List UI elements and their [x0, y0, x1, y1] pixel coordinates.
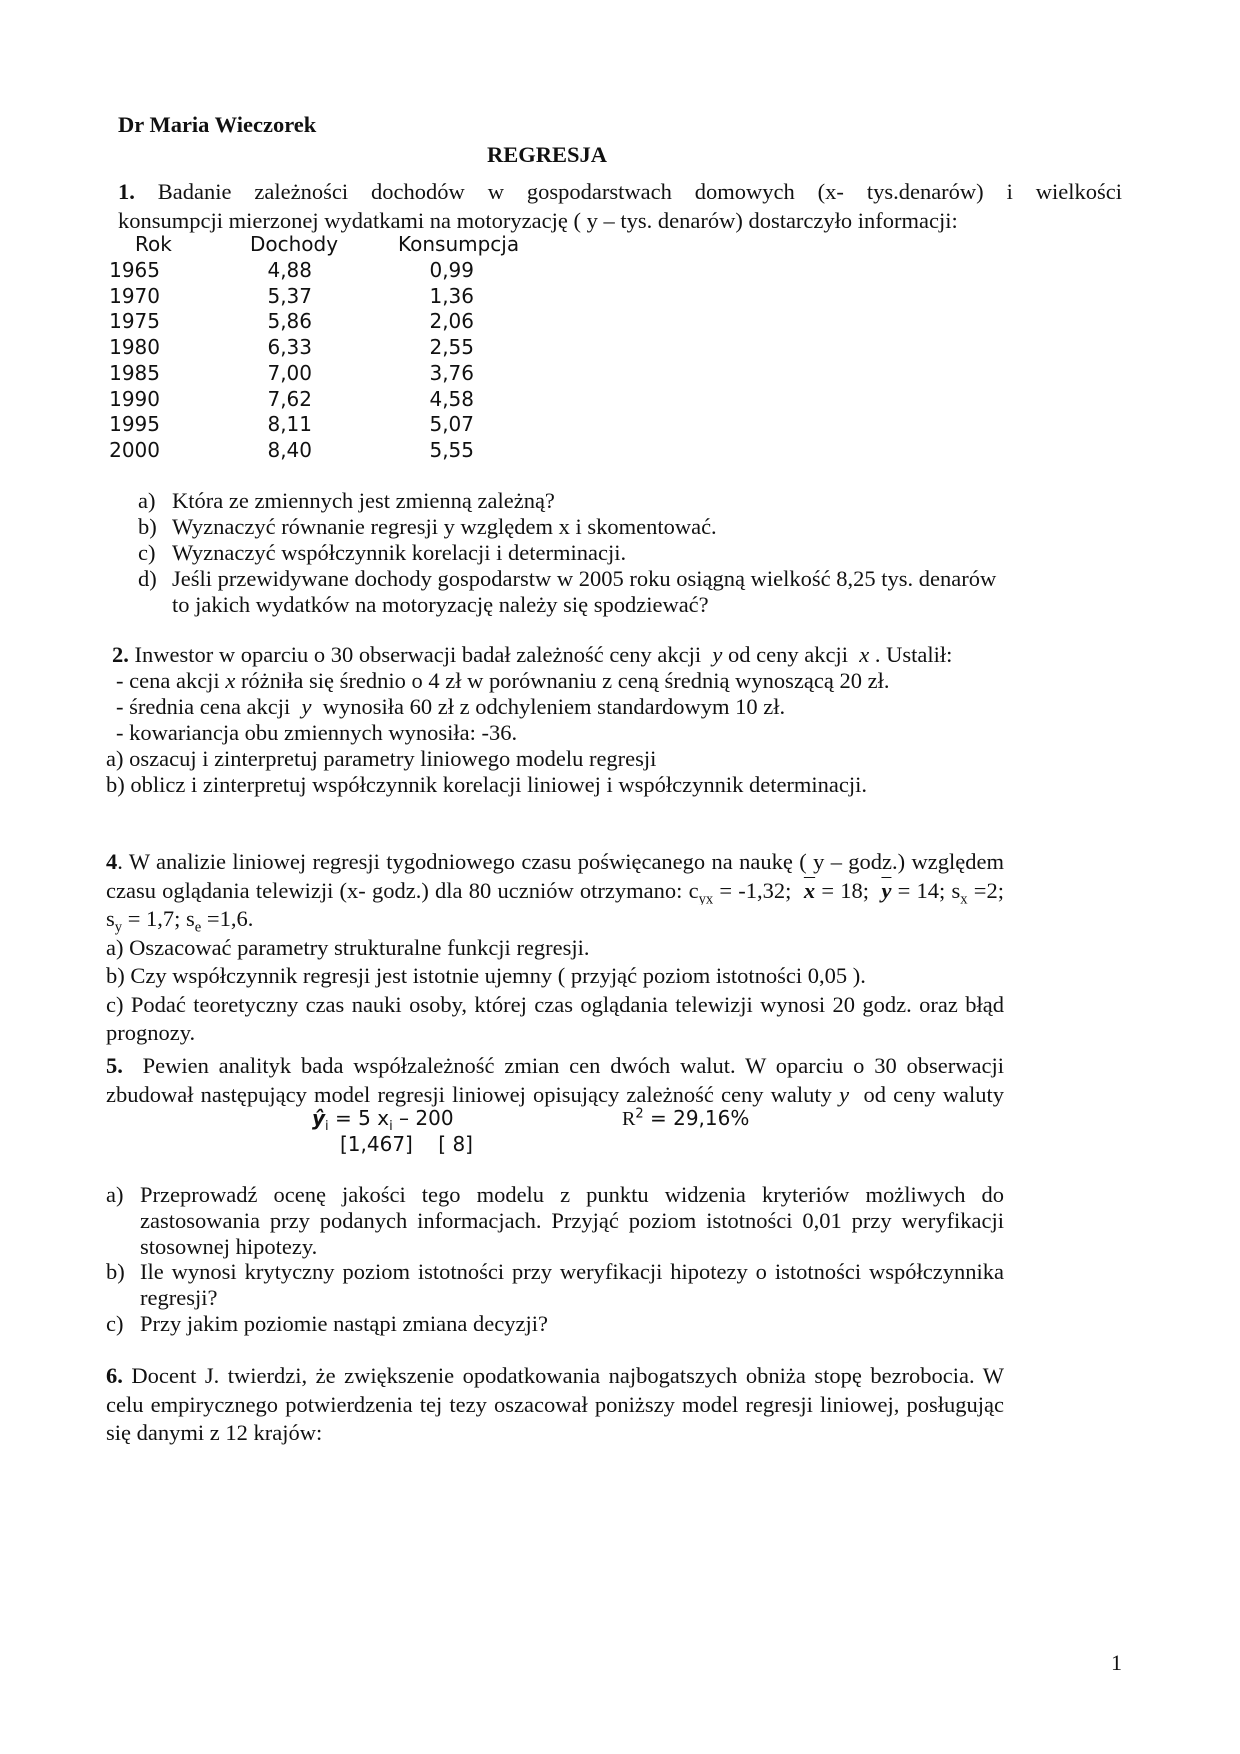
- regression-model-equation: $ŷ_i = 5$ $x_i - 200$: [312, 1106, 454, 1134]
- table-cell-year: 2000: [109, 437, 160, 462]
- item-label: a): [138, 488, 156, 513]
- y-hat-symbol: ŷ: [312, 1106, 326, 1130]
- task-4-line-4: a) Oszacować parametry strukturalne funkcji regresji.: [106, 934, 590, 960]
- table-cell-consumption: 5,07: [429, 412, 474, 437]
- table-cell-income: 4,88: [267, 258, 312, 282]
- item-text: Jeśli przewidywane dochody gospodarstw w 2005 roku osiągną wielkość 8,25 tys. denarów: [172, 566, 997, 591]
- task-6: [106, 1362, 1004, 1448]
- task-4-line-1: 4. W analizie liniowej regresji tygodniowego czasu poświęcanego na naukę ( y – godz.) względem: [106, 849, 1004, 874]
- task-6-line-1: 6. Docent J. twierdzi, że zwiększenie opodatkowania najbogatszych obniża stopę bezrobocia. W: [106, 1363, 1004, 1388]
- standard-errors: [1,467] [ 8]: [340, 1132, 473, 1156]
- task-2-line-5: a) oszacuj i zinterpretuj parametry liniowego modelu regresji: [106, 746, 657, 771]
- task-6-number: 6.: [106, 1363, 123, 1388]
- task-2-line-3: - średnia cena akcji y wynosiła 60 zł z odchyleniem standardowym 10 zł.: [116, 694, 786, 719]
- table-header-konsumpcja: Konsumpcja: [398, 232, 520, 256]
- task-1-item: [138, 514, 1004, 540]
- task-1-item: [138, 488, 1004, 514]
- task-2-number: 2.: [112, 642, 129, 667]
- task-1-item: [138, 540, 1004, 566]
- table-cell-consumption: 2,06: [429, 309, 474, 334]
- task-4-number: 4: [106, 849, 118, 874]
- task-1-intro: [118, 178, 1122, 235]
- table-cell-income: 8,11: [267, 412, 312, 437]
- page-number: 1: [1111, 1650, 1122, 1675]
- item-text: Wyznaczyć równanie regresji y względem x i skomentować.: [172, 514, 717, 539]
- item-text: Która ze zmiennych jest zmienną zależną?: [172, 488, 555, 513]
- task-5-intro: [106, 1052, 1004, 1109]
- task-2-line-1: 2. Inwestor w oparciu o 30 obserwacji badał zależność ceny akcji y od ceny akcji x . Ustalił:: [112, 642, 953, 667]
- task-5-item-label: c): [106, 1311, 124, 1336]
- item-text: to jakich wydatków na motoryzację należy się spodziewać?: [172, 592, 709, 617]
- task-4-line-6: c) Podać teoretyczny czas nauki osoby, której czas oglądania telewizji wynosi 20 godz. oraz błąd: [106, 991, 1004, 1017]
- table-cell-income: 5,37: [267, 283, 312, 308]
- table-cell-year: 1980: [109, 335, 160, 360]
- table-cell-income: 5,86: [267, 309, 312, 334]
- task-6-line-3: się danymi z 12 krajów:: [106, 1420, 323, 1445]
- task-4: [106, 848, 1004, 1048]
- y-bar-symbol: $\overline{y}$: [881, 877, 892, 903]
- table-cell-income: 7,00: [267, 360, 312, 385]
- table-cell-consumption: 2,55: [429, 335, 474, 360]
- table-cell-consumption: 4,58: [429, 386, 474, 411]
- task-1-number: 1.: [118, 179, 135, 204]
- task-4-line-2: czasu oglądania telewizji (x- godz.) dla 80 uczniów otrzymano: $c_{yx} = -1,32$; $\overline{x} = 18$; $\overline{y} = 14$; $s_x =2$;: [106, 877, 1004, 905]
- task-5-item-line: stosownej hipotezy.: [140, 1233, 318, 1259]
- table-cell-income: 6,33: [267, 335, 312, 360]
- task-5-line-2: zbudował następujący model regresji liniowej opisujący zależność ceny waluty y od ceny waluty: [106, 1081, 1004, 1107]
- task-5-item-line: regresji?: [140, 1285, 218, 1311]
- table-cell-consumption: 0,99: [429, 258, 474, 282]
- task-2-line-4: - kowariancja obu zmiennych wynosiła: -36.: [116, 720, 518, 745]
- task-5-item-label: b): [106, 1259, 125, 1285]
- task-2-line-6: b) oblicz i zinterpretuj współczynnik korelacji liniowej i współczynnik determinacji.: [106, 772, 868, 797]
- table-cell-year: 1995: [109, 412, 160, 437]
- task-5-item-line: Przy jakim poziomie nastąpi zmiana decyzji?: [140, 1311, 548, 1336]
- item-text: Wyznaczyć współczynnik korelacji i determinacji.: [172, 540, 627, 565]
- item-label: d): [138, 566, 157, 591]
- item-label: c): [138, 540, 156, 565]
- table-cell-year: 1970: [109, 283, 160, 308]
- r-squared: $R^2 = 29,16\%$: [622, 1106, 750, 1130]
- task-4-line-3: $s_y = 1,7$; $s_e =1,6$.: [106, 906, 254, 936]
- table-cell-year: 1990: [109, 386, 160, 411]
- task-5-item-label: a): [106, 1182, 124, 1207]
- task-2-line-2: - cena akcji x różniła się średnio o 4 zł w porównaniu z ceną średnią wynoszącą 20 zł.: [116, 668, 890, 693]
- task-1-line-1: 1. Badanie zależności dochodów w gospodarstwach domowych (x- tys.denarów) i wielkości: [118, 179, 1122, 204]
- table-cell-year: 1985: [109, 360, 160, 385]
- task-1-item: [138, 566, 1004, 592]
- task-5-line-1: 5. Pewien analityk bada współzależność zmian cen dwóch walut. W oparciu o 30 obserwacji: [106, 1053, 1004, 1078]
- table-header-rok: Rok: [135, 232, 172, 256]
- table-cell-year: 1975: [109, 309, 160, 334]
- x-bar-symbol: $\overline{x}$: [803, 877, 816, 903]
- task-5-item-line: Ile wynosi krytyczny poziom istotności przy weryfikacji hipotezy o istotności współczynnika: [140, 1259, 1004, 1285]
- task-5-number: 5.: [106, 1053, 123, 1078]
- task-4-line-7: prognozy.: [106, 1020, 196, 1045]
- table-header-dochody: Dochody: [250, 232, 339, 256]
- document-title: REGRESJA: [487, 142, 608, 167]
- task-5-item-line: zastosowania przy podanych informacjach. Przyjąć poziom istotności 0,01 przy weryfikacji: [140, 1207, 1004, 1233]
- table-cell-income: 8,40: [267, 437, 312, 462]
- task-6-line-2: celu empirycznego potwierdzenia tej tezy oszacował poniższy model regresji liniowej, posługując: [106, 1391, 1004, 1417]
- table-cell-consumption: 3,76: [429, 360, 474, 385]
- task-1-line-2: konsumpcji mierzonej wydatkami na motoryzację ( y – tys. denarów) dostarczyło informacji:: [118, 207, 958, 233]
- table-cell-year: 1965: [109, 258, 160, 282]
- task-4-line-5: b) Czy współczynnik regresji jest istotnie ujemny ( przyjąć poziom istotności 0,05 ).: [106, 963, 866, 988]
- task-1-item: [138, 592, 1004, 618]
- item-label: b): [138, 514, 157, 539]
- table-cell-income: 7,62: [267, 386, 312, 411]
- task-5-item-line: Przeprowadź ocenę jakości tego modelu z punktu widzenia kryteriów możliwych do: [140, 1182, 1004, 1207]
- table-cell-consumption: 5,55: [429, 437, 474, 462]
- author-name: Dr Maria Wieczorek: [118, 112, 317, 137]
- table-cell-consumption: 1,36: [429, 283, 474, 308]
